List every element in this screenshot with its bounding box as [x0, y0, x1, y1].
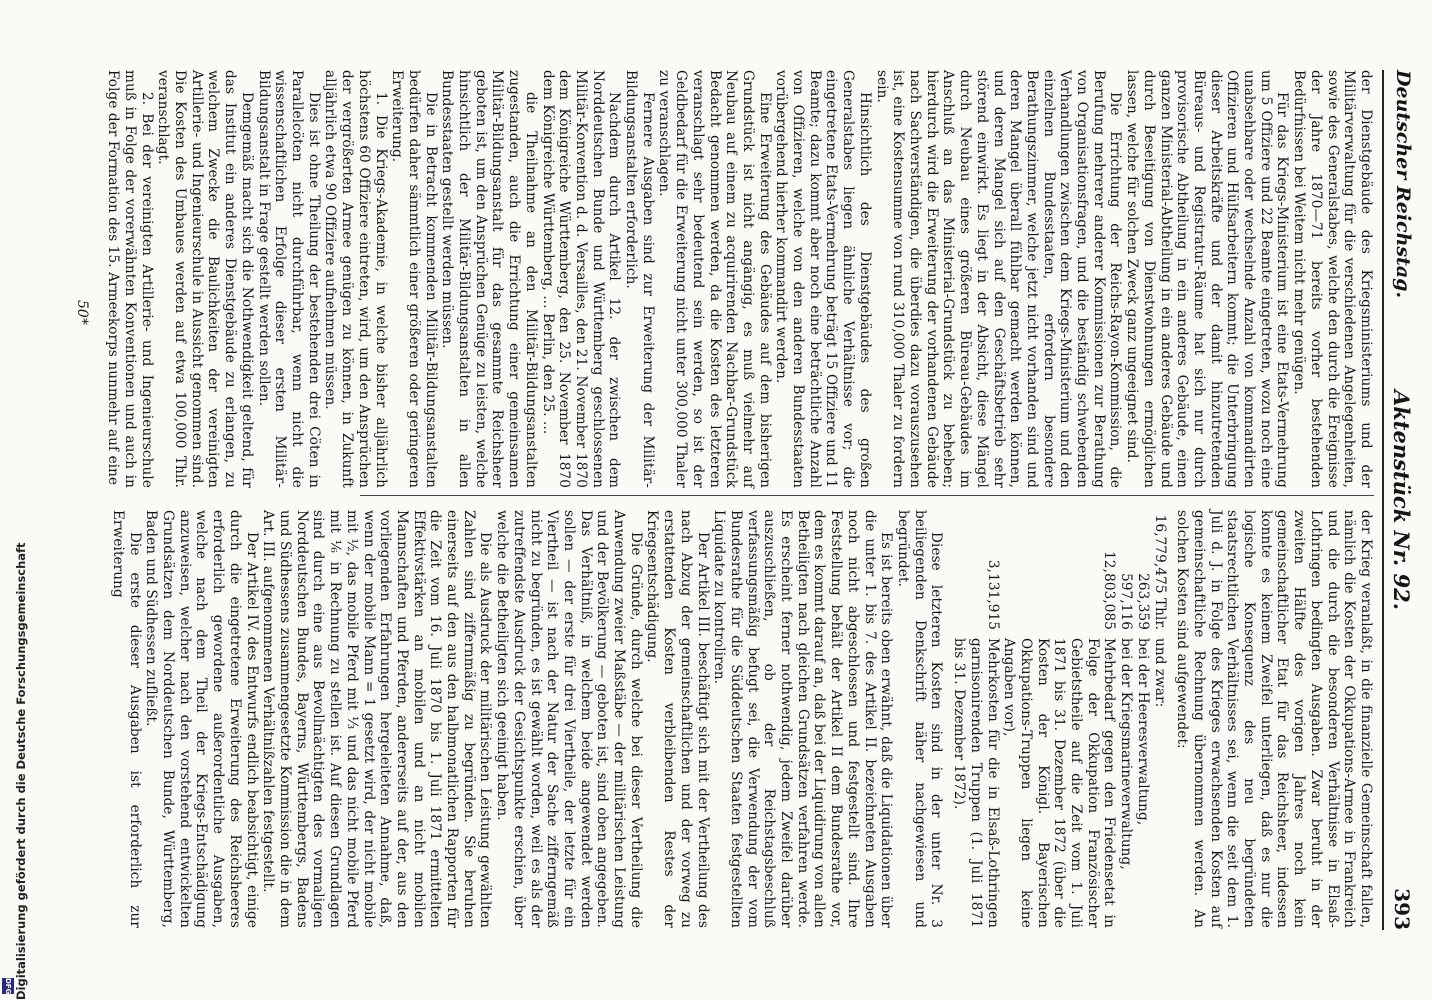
expense-list	[950, 510, 1167, 928]
paragraph: Für das Kriegs-Ministerium ist eine Etats-Vermehrung um 5 Offiziere und 22 Beamte eingetreten, wozu noch eine unabsehbare oder wechselnde Anzahl von kommandirten Offizieren und Hülfsarbeitern kommt; die Unterbringung dieser Arbeitskräfte und der damit hinzutretenden Büreaus- und Registratur-Räume hat sich nur durch provisorische Abtheilung in ein anderes Gebäude, einen ganzen Ministerial-Abtheilung in ein anderes Gebäude und durch Beseitigung von Dienstwohnungen ermöglichen lassen, welche für solchen Zweck ganz ungeeignet sind.	[1124, 70, 1291, 488]
paragraph: Dies ist ohne Theilung der bestehenden drei Cöten in Parallelcöten nicht durchführbar, wenn nicht die wissenschaftlichen Erfolge dieser ersten Militär-Bildungsanstalt in Frage gestellt werden sollen.	[255, 70, 322, 488]
expense-text: Mehrbedarf gegen den Friedensetat in Folge der Okkupation Französischer Gebietstheile auf die Zeit vom 1. Juli 1871 bis 31. Dezember 1872 (über die Kosten der Königl. Bayerischen Okkupations-Truppen liegen keine Angaben vor),	[1001, 638, 1118, 928]
header-rule	[1382, 70, 1384, 930]
expense-item	[950, 510, 1000, 928]
paragraph: Der Artikel IV. des Entwurfs endlich beabsichtigt, einige durch die eingetretene Erweiterung des Reichsheeres erforderlich gewordene außerordentliche Ausgaben, welche nach dem Theil der Kriegs-Entschädigung anzuweisen, welcher nach den vorstehend entwickelten Grundsätzen dem Norddeutschen Bunde, Württemberg, Baden und Südhessen zufließt.	[143, 510, 260, 928]
expense-amount: 12,803,085	[1101, 551, 1118, 630]
paragraph: 1. Die Kriegs-Akademie, in welche bisher alljährlich höchstens 60 Offiziere eintreten, wird, um den Ansprüchen der vergrößerten Armee genügen zu können, in Zukunft alljährlich etwa 90 Offiziere aufnehmen müssen.	[322, 70, 389, 488]
expense-amount: 16,779,475 Thlr.	[1151, 514, 1168, 630]
expense-item	[1117, 510, 1134, 928]
header-page-number: 393	[1390, 888, 1414, 930]
paragraph: Fernere Ausgaben sind zur Erweiterung der Militär-Bildungsanstalten erforderlich.	[623, 70, 656, 488]
expense-item	[1134, 510, 1151, 928]
paragraph: die Theilnahme an den Militär-Bildungsanstalten zugestanden, auch die Errichtung einer gemeinsamen Militär-Bildungsanstalt für das gesammte Reichsheer geboten ist, um den Ansprüchen Genüge zu leisten, welche hinsichtlich der Militär-Bildungsanstalten in allen Bundesstaaten gestellt werden müssen.	[439, 70, 539, 488]
page-header	[1374, 70, 1414, 930]
paragraph: Die Errichtung der Reichs-Rayon-Kommission, die Berufung mehrerer anderer Kommissionen zur Berathung von Organisationsfragen, und die beständig schwebenden Verhandlungen zwischen dem Kriegs-Ministerium und den einzelnen Bundesstaaten, erfordern besondere Berathungszimmer, welche jetzt nicht vorhanden sind und deren Mangel überall fühlbar gemacht werden können, und deren Mangel sich auf den Geschäftsbetrieb sehr störend einwirkt. Es liegt in der Absicht, diese Mängel durch Neubau eines größeren Büreau-Gebäudes im Anschluß an das Ministerial-Grundstück zu beheben; hierdurch wird die Erweiterung der vorhandenen Gebäude nach Sachverständigen, die überdies dazu vorauszusehen ist, eine Kostensumme von rund 310,000 Thaler zu fordern sein.	[873, 70, 1124, 488]
expense-text: bei der Heeresverwaltung,	[1134, 638, 1151, 826]
paragraph: Diese letzteren Kosten sind in der unter Nr. 3 beiliegenden Denkschrift näher nachgewiesen und begründet.	[895, 510, 945, 928]
digitization-credit: Digitalisierung gefördert durch die Deutsche Forschungsgemeinschaft	[14, 542, 28, 1000]
expense-text: und zwar:	[1151, 638, 1168, 708]
paragraph: Die in Betracht kommenden Militär-Bildungsanstalten bedürfen daher sämmtlich einer größeren oder geringeren Erweiterung.	[389, 70, 439, 488]
paragraph: Nachdem durch Artikel 12. der zwischen dem Norddeutschen Bunde und Württemberg geschlossenen Militär-Konvention d. d. Versailles, den 21. November 1870 dem Königreiche Württemberg, den 25. November 1870 dem Königreiche Württemberg, ... Berlin, den 25. ...	[539, 70, 623, 488]
paragraph: Hinsichtlich des Dienstgebäudes des großen Generalstabes liegen ähnliche Verhältnisse vor; die eingetretene Etats-Vermehrung beträgt 15 Offiziere und 11 Beamte; dazu kommt aber noch eine beträchtliche Anzahl von Offizieren, welche von den anderen Bundesstaaten vorübergehend hierher kommandirt werden.	[773, 70, 873, 488]
expense-item	[1151, 510, 1168, 928]
right-text-column	[105, 70, 1374, 488]
paragraph: Die als Ausdruck der militärischen Leistung gewählten Zahlen sind ziffernmäßig zu begründen. Sie beruhen einerseits auf den aus den halbmonatlichen Rapporten für die Zeit vom 16. Juli 1870 bis 1. Juli 1871 ermittelten Effektivstärken an mobilen und an nicht mobilen Mannschaften und Pferden, andererseits auf der, aus den vorliegenden Erfahrungen hergeleiteten Annahme, daß, wenn der mobile Mann = 1 gesetzt wird, der nicht mobile mit ½, das mobile Pferd mit ⅓ und das nicht mobile Pferd mit ⅙ in Rechnung zu stellen ist. Auf diesen Grundlagen sind durch eine aus Bevollmächtigten des vormaligen Norddeutschen Bundes, Bayerns, Württembergs, Badens und Südhessens zusammengesetzte Kommission die in dem Art. III. aufgenommenen Verhältnißzahlen festgestellt.	[260, 510, 494, 928]
signature-mark: 50*	[74, 300, 90, 325]
paragraph: Die erste dieser Ausgaben ist erforderlich zur Erweiterung	[109, 510, 143, 928]
dfg-logo: DFG	[4, 977, 12, 995]
paragraph: Es ist bereits oben erwähnt, daß die Liquidationen über die unter 1. bis 7. des Artikel II. bezeichneten Ausgaben noch nicht abgeschlossen und festgestellt sind. Ihre Feststellung behält der Artikel II dem Bundesrathe vor, dem es kommt darauf an, daß bei der Liquidirung von allen Betheiligten nach gleichen Grundsätzen verfahren werde. Es erscheint ferner nothwendig, jedem Zweifel darüber auszuschließen, ob der Reichstagsbeschluß verfassungsmäßig befugt sei, die Verwendung der vom Bundesrathe für die Süddeutschen Staaten festgestellten Liquidate zu kontroliren.	[711, 510, 895, 928]
expense-text: bei der Kriegsmarineverwaltung,	[1118, 638, 1135, 870]
paragraph: Der Artikel III. beschäftigt sich mit der Vertheilung des nach Abzug der gemeinschaftlichen und der vorweg zu erstattenden Kosten verbleibenden Restes der Kriegsentschädigung.	[644, 510, 711, 928]
expense-amount: 3,131,915	[984, 559, 1001, 630]
credit-strip	[14, 0, 30, 1000]
paragraph: der Krieg veranlaßt, in die finanzielle Gemeinschaft fallen, nämlich die Kosten der Okkupations-Armee in Frankreich und die durch die besonderen Verhältnisse in Elsaß-Lothringen bedingten Ausgaben. Zwar beruht in der zweiten Hälfte des vorigen Jahres noch kein gemeinschaftlicher Etat für das Reichsheer, indessen konnte es keinem Zweifel unterliegen, daß es nur die logische Konsequenz des neu begründeten staatsrechtlichen Verhältnisses sei, wenn die seit dem 1. Juli d. J. in Folge des Krieges erwachsenden Kosten auf gemeinschaftliche Rechnung übernommen werden. An solchen Kosten sind aufgewendet:	[1174, 510, 1374, 928]
paragraph: Die Gründe, durch welche bei dieser Vertheilung die Anwendung zweier Maßstäbe — der militärischen Leistung und der Bevölkerung — geboten ist, sind oben angegeben. Das Verhältniß, in welchem beide angewendet werden sollen — der erste für drei Viertheile, der letzte für ein Viertheil — ist nach der Natur der Sache zifferngemäß nicht zu begründen, es ist gewählt worden, weil es als der zutreffendste Ausdruck der Gesichtspunkte erschien, über welche die Betheiligten sich geeinigt haben.	[494, 510, 644, 928]
paragraph: Eine Erweiterung des Gebäudes auf dem bisherigen Grundstück ist nicht angängig, es muß vielmehr auf Neubau auf einem zu acquirirenden Nachbar-Grundstück Bedacht genommen werden, da die Kosten des letzteren veranschlagt sehr bedeutend sein werden, so ist der Geldbedarf für die Erweiterung nicht unter 300,000 Thaler zu veranschlagen.	[656, 70, 773, 488]
expense-amount: 263,359	[1134, 573, 1151, 630]
column-divider	[360, 495, 1374, 496]
paragraph: der Dienstgebäude des Kriegsministeriums und der Militärverwaltung für die verschiedenen Angelegenheiten, sowie des Generalstabes, welche den durch die Ereignisse der Jahre 1870—71 bereits vorher bestehenden Bedürfnissen bei Weitem nicht mehr genügen.	[1291, 70, 1374, 488]
header-document-number: Aktenstück Nr. 92.	[1389, 389, 1414, 611]
left-text-column	[109, 510, 1374, 928]
expense-item	[1001, 510, 1118, 928]
expense-text: Mehrkosten für die in Elsaß-Lothringen garnisonirenden Truppen (1. Juli 1871 bis 31. Dezember 1872).	[951, 638, 1001, 928]
header-publication: Deutscher Reichstag.	[1392, 70, 1414, 299]
expense-amount: 597,116	[1118, 573, 1135, 630]
paragraph: 2. Bei der vereinigten Artillerie- und Ingenieurschule muß in Folge der vorerwähnten Konventionen und auch in Folge der Formation des 15. Armeekorps nunmehr auf eine	[105, 70, 155, 488]
paragraph: Demgemäß macht sich die Nothwendigkeit geltend, für das Institut ein anderes Dienstgebäude zu erlangen, zu welchem Zwecke die Baulichkeiten der vereinigten Artillerie- und Ingenieurschule in Aussicht genommen sind. Die Kosten des Umbaues werden auf etwa 100,000 Thlr. veranschlagt.	[155, 70, 255, 488]
